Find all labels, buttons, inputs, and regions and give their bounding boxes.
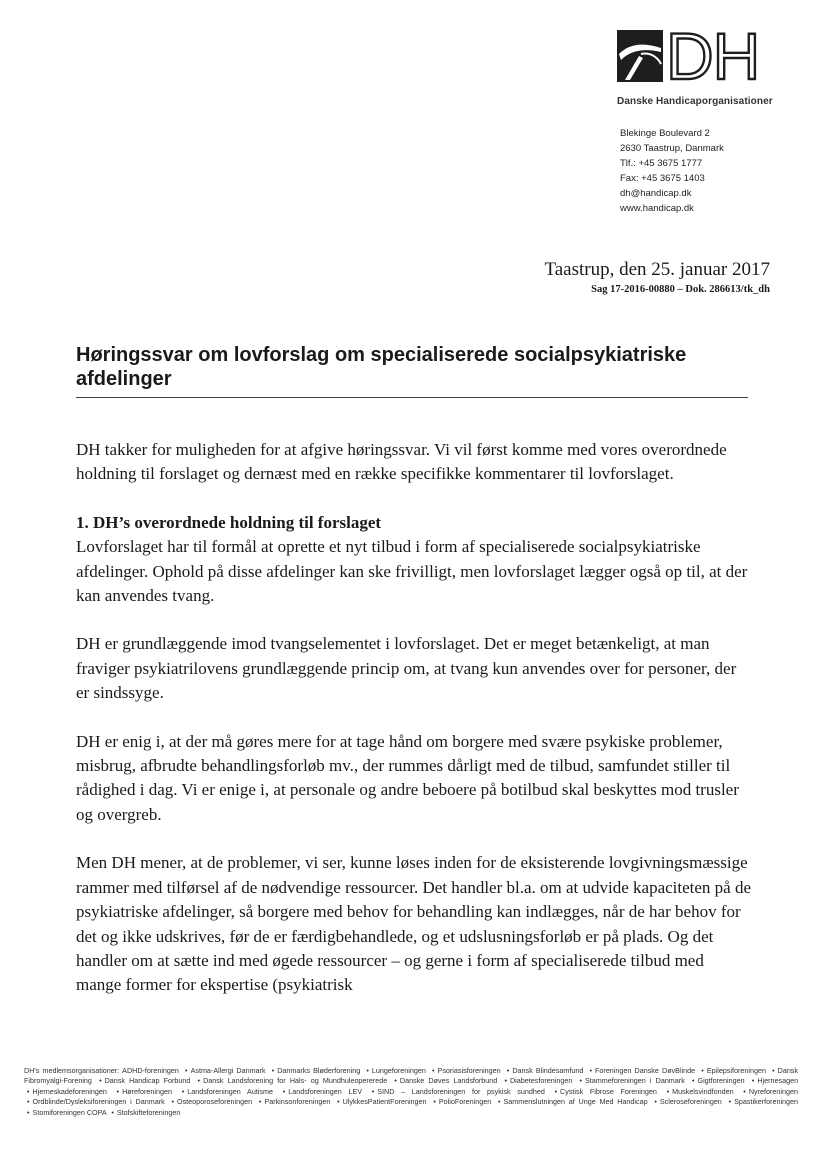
address-phone: Tlf.: +45 3675 1777 (620, 158, 703, 169)
dh-logo (617, 19, 779, 107)
footer-member: Foreningen Danske DøvBlinde (595, 1066, 696, 1075)
paragraph-2: DH er grundlæggende imod tvangselementet i lovforslaget. Det er meget betænkeligt, at man fraviger psykiatrilovens grundlæggende princip om, at tvang kun anvendes over for personer, der er sindssyge. (76, 634, 737, 703)
footer-separator: • (171, 1097, 174, 1107)
intro-paragraph: DH takker for muligheden for at afgive høringssvar. Vi vil først komme med vores overordnede holdning til forslaget og dernæst med en række specifikke kommentarer til lovforslaget. (76, 440, 727, 484)
footer-member: UlykkesPatientForeningen (342, 1097, 427, 1107)
footer-member-list (24, 1066, 798, 1117)
footer-member: Parkinsonforeningen (264, 1097, 331, 1107)
footer-member: Hjerneskadeforeningen (32, 1086, 107, 1096)
footer-separator: • (772, 1066, 775, 1075)
footer-member: PolioForeningen (438, 1097, 492, 1107)
footer-separator: • (282, 1086, 286, 1096)
sender-address (620, 126, 724, 216)
footer-member: Dansk Landsforening for Hals- og Mundhuleopererede (203, 1076, 388, 1086)
footer-separator: • (506, 1066, 510, 1075)
section-1 (76, 511, 752, 609)
footer-member: Dansk Blindesamfund (512, 1066, 584, 1075)
footer-member: Scleroseforeningen (659, 1097, 722, 1107)
footer-member: Diabetesforeningen (509, 1076, 573, 1086)
footer-separator: • (743, 1086, 746, 1096)
footer-separator: • (589, 1066, 593, 1075)
footer-label: DH's medlemsorganisationer: (24, 1066, 120, 1075)
footer-member: Stammeforeningen i Danmark (585, 1076, 685, 1086)
dh-logo-letters: DH (666, 19, 760, 93)
footer-member: Gigtforeningen (697, 1076, 745, 1086)
letter-body (76, 438, 752, 1022)
case-reference: Sag 17-2016-00880 – Dok. 286613/tk_dh (591, 284, 770, 295)
letter-date: Taastrup, den 25. januar 2017 (544, 259, 770, 280)
footer-member: Hjernesagen (757, 1076, 799, 1086)
document-title: Høringssvar om lovforslag om specialiserede socialpsykiatriske afdelinger (76, 343, 748, 398)
footer-member: Høreforeningen (122, 1086, 173, 1096)
footer-separator: • (181, 1086, 185, 1096)
footer-separator: • (691, 1076, 695, 1086)
footer-separator: • (111, 1107, 114, 1117)
footer-member: Nyreforeningen (748, 1086, 798, 1096)
footer-separator: • (371, 1086, 375, 1096)
footer-separator: • (27, 1086, 30, 1096)
footer-member: SIND – Landsforeningen for psykisk sundhed (377, 1086, 545, 1096)
footer-separator: • (554, 1086, 558, 1096)
footer-member: Spastikerforeningen (734, 1097, 799, 1107)
footer-separator: • (116, 1086, 120, 1096)
org-name: Danske Handicaporganisationer (617, 96, 773, 107)
paragraph-3: DH er enig i, at der må gøres mere for at tage hånd om borgere med svære psykiske problemer, misbrug, afbrudte behandlingsforløb mv., der rummes dårligt med de tilbud, samfundet stiller til rådighed i dag. Vi er enige i, at personale og andre beboere på botilbud skal beskyttes mod trusler og overgreb. (76, 731, 739, 824)
footer-separator: • (271, 1066, 275, 1075)
footer-separator: • (654, 1097, 657, 1107)
address-fax: Fax: +45 3675 1403 (620, 173, 705, 184)
footer-separator: • (99, 1076, 102, 1086)
footer-separator: • (337, 1097, 340, 1107)
footer-member: ADHD-foreningen (122, 1066, 179, 1075)
footer-member: Dansk Handicap Forbund (104, 1076, 191, 1086)
footer-member: Ordblinde/Dysleksiforeningen i Danmark (32, 1097, 165, 1107)
footer-separator: • (366, 1066, 369, 1075)
address-email: dh@handicap.dk (620, 188, 692, 199)
address-web: www.handicap.dk (620, 203, 694, 214)
paragraph-4: Men DH mener, at de problemer, vi ser, kunne løses inden for de eksisterende lovgivningsmæssige rammer med tilførsel af de nødvendige ressourcer. Det handler bl.a. om at udvide kapaciteten på de psykiatriske afdelinger, så borgere med behov for behandling kan indlægges, når de har behov for det og ikke udskrives, før de er færdigbehandlede, og et udslusningsforløb er på plads. Og det handler om at sætte ind med øgede ressourcer – og gerne i form af specialiserede tilbud med mange former for ekspertise (psykiatrisk (76, 853, 752, 995)
footer-separator: • (751, 1076, 755, 1086)
footer-member: Astma-Allergi Danmark (190, 1066, 266, 1075)
dateline (544, 258, 770, 298)
footer-member: Stofskifteforeningen (116, 1107, 181, 1117)
footer-member: Sammenslutningen af Unge Med Handicap (503, 1097, 648, 1107)
footer-separator: • (579, 1076, 583, 1086)
address-city: 2630 Taastrup, Danmark (620, 143, 724, 154)
footer-member: Cystisk Fibrose Foreningen (560, 1086, 657, 1096)
footer-separator: • (728, 1097, 732, 1107)
footer-member: Osteoporoseforeningen (176, 1097, 253, 1107)
section-heading: 1. DH’s overordnede holdning til forslaget (76, 512, 382, 532)
member-organisations-footer (24, 1066, 798, 1118)
footer-separator: • (27, 1107, 30, 1117)
footer-separator: • (666, 1086, 670, 1096)
footer-member: Landsforeningen Autisme (187, 1086, 274, 1096)
footer-member: Stomiforeningen COPA (32, 1107, 107, 1117)
section-1-paragraph: Lovforslaget har til formål at oprette et nyt tilbud i form af specialiserede socialpsykiatriske afdelinger. Ophold på disse afdelinger kan ske frivilligt, men lovforslaget lægger også op til, at der kan anvendes tvang. (76, 537, 748, 606)
footer-separator: • (258, 1097, 262, 1107)
footer-separator: • (497, 1097, 501, 1107)
footer-member: Danmarks Bløderforening (277, 1066, 361, 1075)
footer-member: Dansk Fibromyalgi-Forening (24, 1066, 798, 1086)
address-street: Blekinge Boulevard 2 (620, 128, 710, 139)
footer-member: Lungeforeningen (371, 1066, 426, 1075)
footer-separator: • (432, 1066, 435, 1075)
footer-separator: • (197, 1076, 201, 1086)
footer-separator: • (504, 1076, 507, 1086)
footer-member: Psoriasisforeningen (437, 1066, 501, 1075)
footer-member: Epilepsiforeningen (706, 1066, 766, 1075)
footer-separator: • (701, 1066, 704, 1075)
footer-member: Danske Døves Landsforbund (399, 1076, 498, 1086)
footer-separator: • (27, 1097, 30, 1107)
footer-separator: • (185, 1066, 188, 1075)
dh-logo-mark-icon (617, 30, 663, 82)
footer-separator: • (433, 1097, 436, 1107)
footer-separator: • (394, 1076, 397, 1086)
footer-member: Landsforeningen LEV (288, 1086, 363, 1096)
footer-member: Muskelsvindfonden (672, 1086, 734, 1096)
